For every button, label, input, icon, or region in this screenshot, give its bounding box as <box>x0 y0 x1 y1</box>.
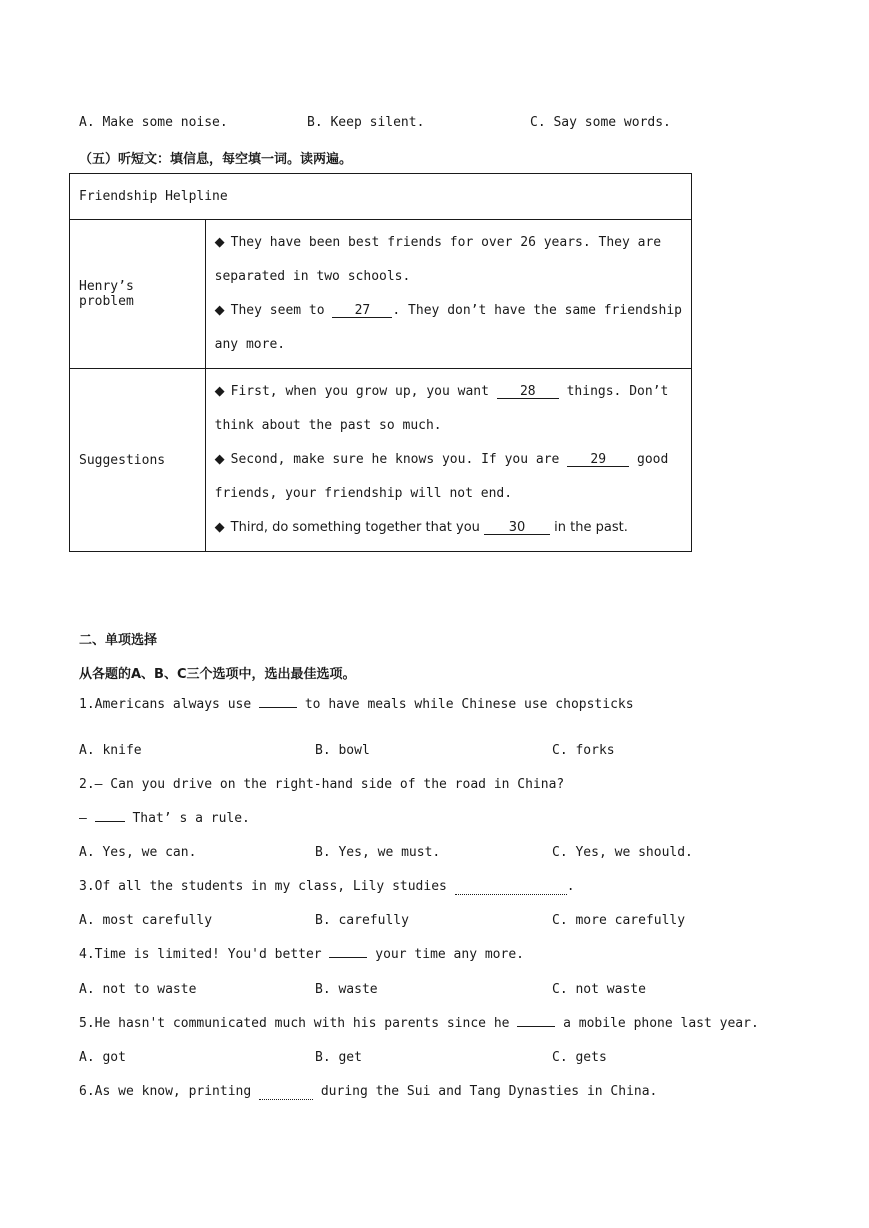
question-stem: That’ s a rule. <box>124 811 250 826</box>
row-label-henry-problem: Henry’s problem <box>70 220 206 369</box>
q1-option-a: A. knife <box>79 743 142 758</box>
q3-option-b: B. carefully <box>315 913 409 928</box>
suggestion-line: Third, do something together that you <box>230 520 485 535</box>
question-6 <box>79 1084 657 1100</box>
diamond-bullet-icon: ◆ <box>214 452 225 467</box>
suggestion-line: things. Don’t <box>558 384 669 399</box>
answer-blank[interactable] <box>259 707 297 708</box>
q5-option-c: C. gets <box>552 1050 607 1065</box>
suggestion-line: First, when you grow up, you want <box>230 384 497 399</box>
option-b: B. Keep silent. <box>307 115 425 130</box>
row-content-suggestions <box>205 369 691 552</box>
q5-option-a: A. got <box>79 1050 126 1065</box>
question-stem: — <box>79 811 95 826</box>
problem-line: They seem to <box>230 303 333 318</box>
q1-option-b: B. bowl <box>315 743 370 758</box>
q2-option-b: B. Yes, we must. <box>315 845 441 860</box>
suggestion-line: good <box>629 452 669 467</box>
blank-30[interactable]: 30 <box>484 521 550 535</box>
problem-line: . They don’t have the same friendship <box>392 303 682 318</box>
diamond-bullet-icon: ◆ <box>214 384 225 399</box>
answer-blank[interactable] <box>455 879 567 895</box>
question-3 <box>79 879 575 895</box>
question-stem: to have meals while Chinese use chopsticks <box>297 697 634 712</box>
q5-option-b: B. get <box>315 1050 362 1065</box>
blank-28[interactable]: 28 <box>497 385 559 399</box>
question-stem: . <box>566 879 575 894</box>
question-stem: 1.Americans always use <box>79 697 260 712</box>
question-2: 2.— Can you drive on the right-hand side of the road in China? <box>79 777 565 792</box>
q2-option-a: A. Yes, we can. <box>79 845 197 860</box>
blank-27[interactable]: 27 <box>332 304 392 318</box>
suggestion-line: think about the past so much. <box>214 418 442 433</box>
section-heading-listening: （五）听短文：填信息，每空填一词。读两遍。 <box>79 152 353 167</box>
question-stem: during the Sui and Tang Dynasties in China. <box>313 1084 658 1099</box>
friendship-helpline-table <box>69 173 692 552</box>
question-stem: 5.He hasn't communicated much with his parents since he <box>79 1016 518 1031</box>
question-stem: 3.Of all the students in my class, Lily studies <box>79 879 455 894</box>
q4-option-a: A. not to waste <box>79 982 197 997</box>
section-heading-single-choice: 二、单项选择 <box>79 633 158 648</box>
answer-blank[interactable] <box>329 957 367 958</box>
diamond-bullet-icon: ◆ <box>214 235 225 250</box>
q1-option-c: C. forks <box>552 743 615 758</box>
diamond-bullet-icon: ◆ <box>214 520 225 535</box>
suggestion-line: Second, make sure he knows you. If you are <box>230 452 568 467</box>
question-stem: 4.Time is limited! You'd better <box>79 947 330 962</box>
option-a: A. Make some noise. <box>79 115 228 130</box>
section-instruction: 从各题的A、B、C三个选项中，选出最佳选项。 <box>79 667 356 682</box>
blank-29[interactable]: 29 <box>567 453 629 467</box>
q4-option-c: C. not waste <box>552 982 646 997</box>
question-2-reply <box>79 811 250 826</box>
row-label-suggestions: Suggestions <box>70 369 206 552</box>
row-content-henry-problem <box>205 220 691 369</box>
problem-line: They have been best friends for over 26 years. They are <box>230 235 662 250</box>
q4-option-b: B. waste <box>315 982 378 997</box>
suggestion-line: in the past. <box>550 520 628 535</box>
answer-blank[interactable] <box>95 821 125 822</box>
option-c: C. Say some words. <box>530 115 671 130</box>
answer-blank[interactable] <box>517 1026 555 1027</box>
answer-blank[interactable] <box>259 1084 313 1100</box>
problem-line: any more. <box>214 337 286 352</box>
q3-option-c: C. more carefully <box>552 913 686 928</box>
question-stem: your time any more. <box>367 947 524 962</box>
question-stem: 6.As we know, printing <box>79 1084 260 1099</box>
problem-line: separated in two schools. <box>214 269 411 284</box>
suggestion-line: friends, your friendship will not end. <box>214 486 513 501</box>
q3-option-a: A. most carefully <box>79 913 213 928</box>
q2-option-c: C. Yes, we should. <box>552 845 693 860</box>
question-5 <box>79 1016 759 1031</box>
question-stem: a mobile phone last year. <box>555 1016 759 1031</box>
question-1 <box>79 697 634 712</box>
table-title: Friendship Helpline <box>70 174 692 220</box>
diamond-bullet-icon: ◆ <box>214 303 225 318</box>
question-4 <box>79 947 524 962</box>
